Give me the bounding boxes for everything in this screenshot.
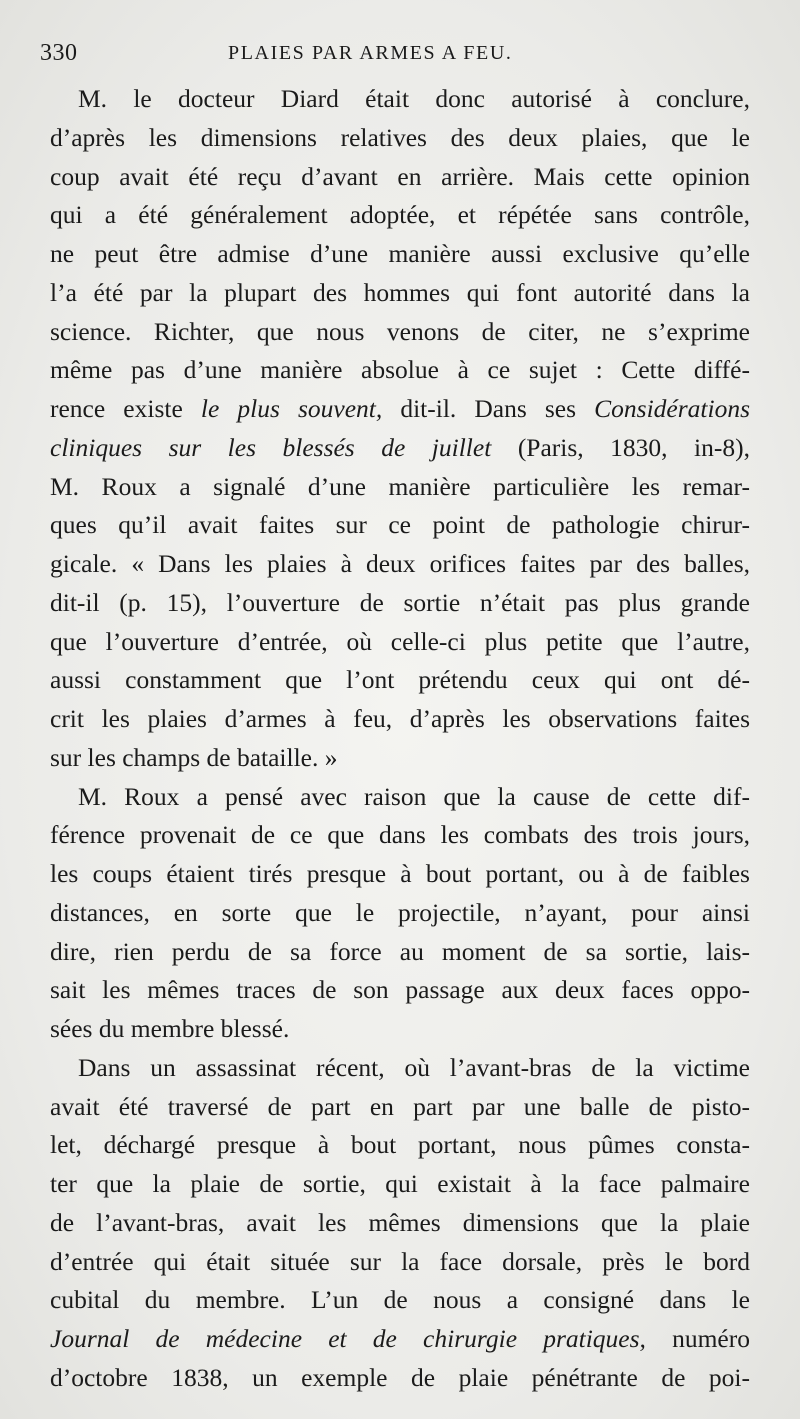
text-line bbox=[50, 1010, 750, 1049]
text-run: d’octobre 1838, un exemple de plaie pénétrante de poi- bbox=[50, 1362, 750, 1392]
text-line bbox=[50, 313, 750, 352]
text-line bbox=[50, 1165, 750, 1204]
text-run: M. le docteur Diard était donc autorisé à conclure, bbox=[78, 84, 750, 113]
text-run: coup avait été reçu d’avant en arrière. Mais cette opinion bbox=[50, 161, 750, 191]
text-run: dit-il (p. 15), l’ouverture de sortie n’était pas plus grande bbox=[50, 587, 750, 617]
running-title: PLAIES PAR ARMES A FEU. bbox=[228, 42, 513, 64]
text-run: rence existe bbox=[50, 394, 201, 423]
text-line bbox=[50, 1049, 750, 1088]
text-run: dit-il. Dans ses bbox=[382, 394, 595, 423]
text-run: (Paris, 1830, in-8), bbox=[491, 432, 751, 462]
text-run: avait été traversé de part en part par une balle de pisto- bbox=[50, 1091, 750, 1121]
text-line bbox=[50, 1359, 750, 1398]
italic-text: le plus souvent, bbox=[200, 394, 383, 423]
text-line bbox=[50, 390, 750, 429]
text-line bbox=[50, 1204, 750, 1243]
paragraph bbox=[50, 1049, 750, 1398]
running-header bbox=[0, 40, 800, 74]
text-line bbox=[50, 429, 750, 468]
text-run: ne peut être admise d’une manière aussi exclusive qu’elle bbox=[50, 239, 750, 268]
text-line bbox=[50, 1088, 750, 1127]
text-run: cubital du membre. L’un de nous a consigné dans le bbox=[50, 1285, 750, 1315]
text-line bbox=[50, 661, 750, 700]
text-line bbox=[50, 196, 750, 235]
text-line bbox=[50, 584, 750, 623]
text-run: férence provenait de ce que dans les combats des trois jours, bbox=[50, 820, 750, 850]
text-line bbox=[50, 623, 750, 662]
text-line bbox=[50, 700, 750, 739]
body-text bbox=[50, 80, 750, 1398]
text-run: M. Roux a pensé avec raison que la cause de cette dif- bbox=[78, 781, 750, 811]
text-line bbox=[50, 739, 750, 778]
text-run: l’a été par la plupart des hommes qui font autorité dans la bbox=[50, 277, 750, 307]
text-run: sur les champs de bataille. » bbox=[50, 742, 338, 772]
text-run: M. Roux a signalé d’une manière particulière les remar- bbox=[50, 471, 750, 501]
text-line bbox=[50, 351, 750, 390]
text-run: aussi constamment que l’ont prétendu ceux qui ont dé- bbox=[50, 665, 750, 695]
text-line bbox=[50, 158, 750, 197]
text-line bbox=[50, 119, 750, 158]
text-run: d’après les dimensions relatives des deux plaies, que le bbox=[50, 122, 750, 152]
page-number: 330 bbox=[40, 40, 78, 66]
text-line bbox=[50, 1320, 750, 1359]
text-run: dire, rien perdu de sa force au moment de sa sortie, lais- bbox=[50, 936, 750, 966]
text-run: sait les mêmes traces de son passage aux deux faces oppo- bbox=[50, 975, 750, 1005]
text-run: ques qu’il avait faites sur ce point de pathologie chirur- bbox=[50, 510, 750, 540]
text-line bbox=[50, 894, 750, 933]
text-run: ter que la plaie de sortie, qui existait à la face palmaire bbox=[50, 1169, 750, 1198]
text-line bbox=[50, 468, 750, 507]
text-run: même pas d’une manière absolue à ce sujet : Cette diffé- bbox=[50, 355, 750, 385]
text-line bbox=[50, 933, 750, 972]
paragraph bbox=[50, 778, 750, 1049]
text-run: de l’avant-bras, avait les mêmes dimensions que la plaie bbox=[50, 1207, 750, 1237]
italic-text: Journal de médecine et de chirurgie pratiques, bbox=[50, 1324, 646, 1353]
text-run: crit les plaies d’armes à feu, d’après les observations faites bbox=[50, 704, 750, 733]
text-run: let, déchargé presque à bout portant, nous pûmes consta- bbox=[50, 1130, 750, 1160]
text-run: qui a été généralement adoptée, et répétée sans contrôle, bbox=[50, 200, 750, 230]
text-run: science. Richter, que nous venons de citer, ne s’exprime bbox=[50, 316, 750, 346]
text-run: d’entrée qui était située sur la face dorsale, près le bord bbox=[50, 1246, 750, 1276]
text-line bbox=[50, 855, 750, 894]
text-line bbox=[50, 545, 750, 584]
text-run: que l’ouverture d’entrée, où celle-ci plus petite que l’autre, bbox=[50, 626, 750, 656]
text-line bbox=[50, 1281, 750, 1320]
text-run: gicale. « Dans les plaies à deux orifices faites par des balles, bbox=[50, 549, 750, 578]
text-line bbox=[50, 971, 750, 1010]
text-run: les coups étaient tirés presque à bout portant, ou à de faibles bbox=[50, 859, 750, 888]
italic-text: Considérations bbox=[594, 394, 750, 423]
text-line bbox=[50, 274, 750, 313]
text-line bbox=[50, 778, 750, 817]
text-line bbox=[50, 235, 750, 274]
text-run: distances, en sorte que le projectile, n’ayant, pour ainsi bbox=[50, 897, 750, 927]
text-run: Dans un assassinat récent, où l’avant-bras de la victime bbox=[78, 1052, 750, 1082]
text-line bbox=[50, 506, 750, 545]
text-line bbox=[50, 1243, 750, 1282]
text-run: sées du membre blessé. bbox=[50, 1014, 290, 1043]
text-line bbox=[50, 80, 750, 119]
text-line bbox=[50, 816, 750, 855]
text-line bbox=[50, 1126, 750, 1165]
italic-text: cliniques sur les blessés de juillet bbox=[50, 432, 492, 462]
paragraph bbox=[50, 80, 750, 778]
text-run: numéro bbox=[645, 1324, 750, 1353]
